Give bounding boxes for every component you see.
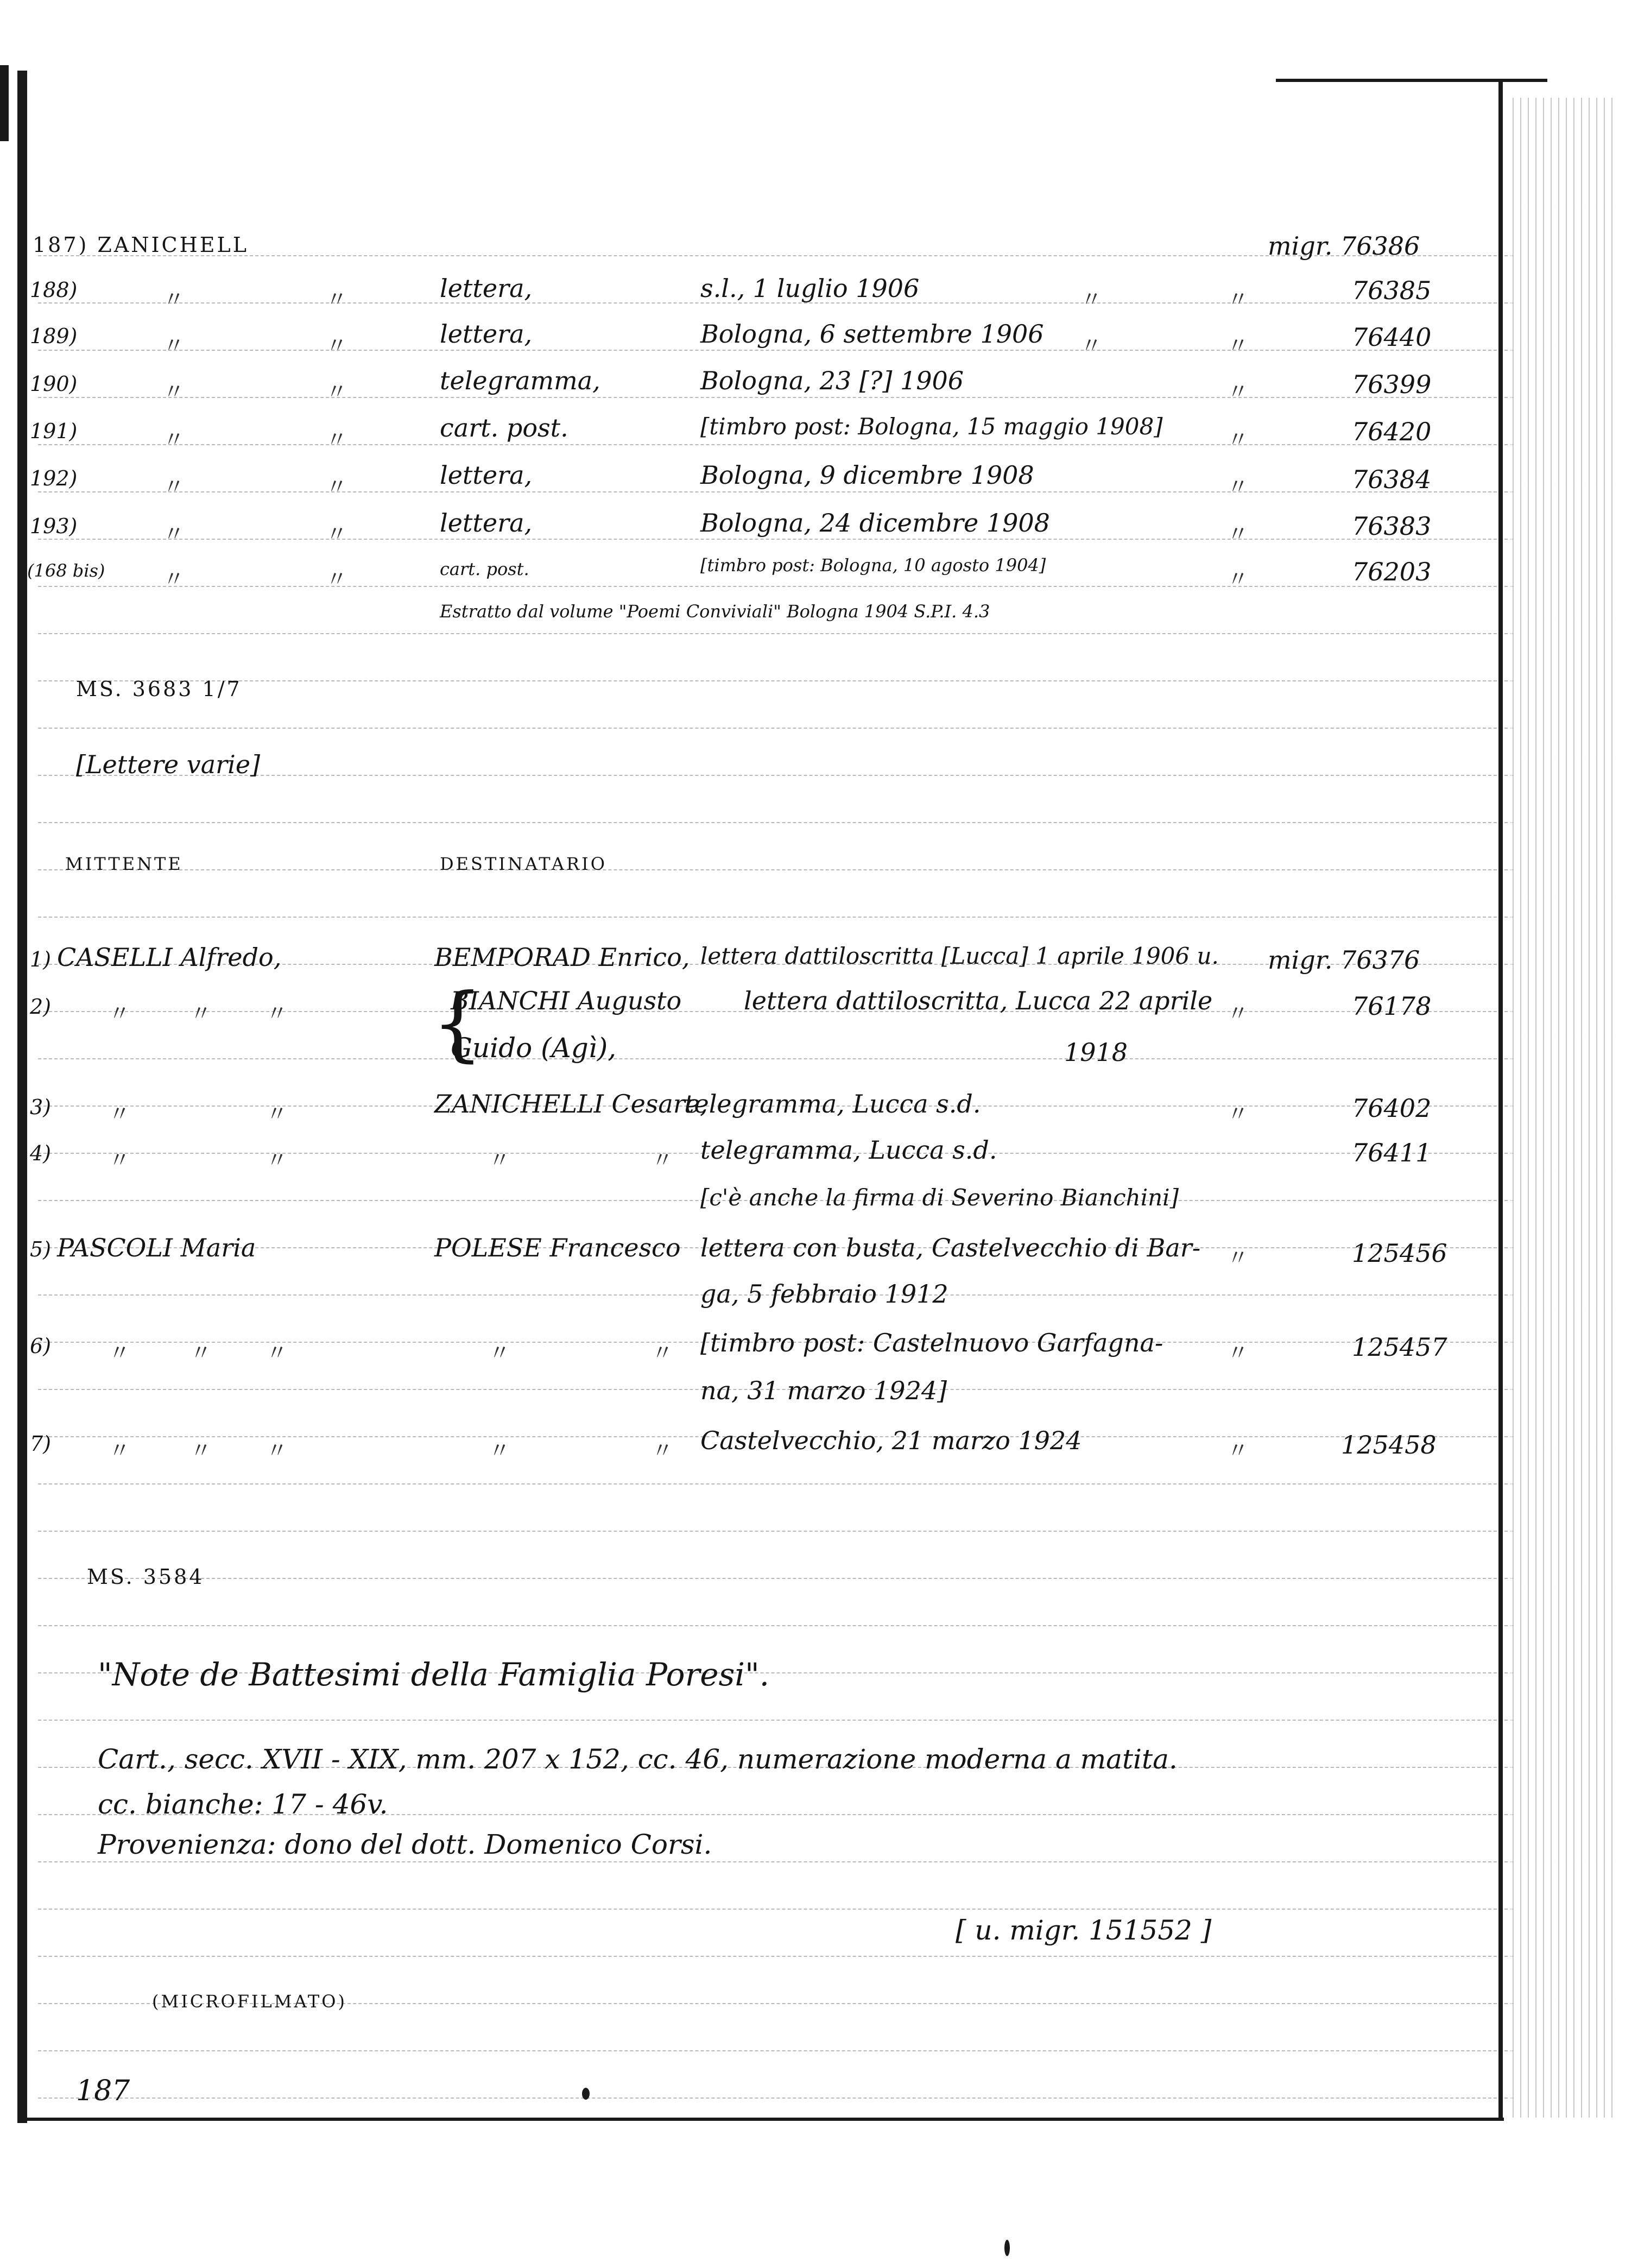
ms-3683-title: MS. 3683 1/7 [76, 677, 242, 701]
column-header-sender: MITTENTE [65, 854, 183, 874]
page-right-edge [1498, 81, 1503, 2118]
entry-date: s.l., 1 luglio 1906 [700, 274, 920, 303]
letter-number: 6) [30, 1334, 52, 1358]
ledger-page: 187) ZANICHELL migr. 76386 188) lettera, s.l., 1 luglio 1906 76385 189) lettera, Bologna, 6 settembre 1906 76440 190) telegramma, Bologna, 23 [?] 1906 76399 191) cart. post. [timbro post: Bologna, 15 maggio 1908] 76420 192) lettera, Bologna, 9 dicembre 1908 76384 193) lettera, Bologna, 24 dicembre 1908 76383 (168 bis) cart. post. [timbro post: Bologna, 10 agosto 1904] 76203 Estratto dal volume "Poemi Conviviali" Bologna 1904 S.P.I. 4.3 〃 〃 〃 〃 〃 〃 〃 〃 〃 〃 〃 〃 〃 〃 〃 〃 〃 〃 〃 〃 〃 〃 〃 MS. 3683 1/7 [Lettere varie] MITTENTE DESTINATARIO 1) CASELLI Alfredo, BEMPORAD Enrico, lettera dattiloscritta [Lucca] 1 aprile 1906 u. migr. 76376 2) BIANCHI Augusto lettera dattiloscritta, Lucca 22 aprile 76178 Guido (Agì), 1918 { 3) ZANICHELLI Cesare, telegramma, Lucca s.d. 76402 4) telegramma, Lucca s.d. 76411 [c'è anche la firma di Severino Bianchini] 5) PASCOLI Maria POLESE Francesco lettera con busta, Castelvecchio di Bar- 125456 ga, 5 febbraio 1912 6) [timbro post: Castelnuovo Garfagna- 125457 na, 31 marzo 1924] 7) Castelvecchio, 21 marzo 1924 125458 〃 〃 〃 〃 〃 〃 〃 〃 〃 〃 〃 〃 〃 〃 〃 〃 〃 〃 〃 〃 〃 〃 〃 〃 MS. 3584 "Note de Battesimi della Famiglia Poresi". Cart., secc. XVII - XIX, mm. 207 x 152, cc. 46, numerazione moderna a matita. cc. bianche: 17 - 46v. Provenienza: dono del dott. Domenico Corsi. [ u. migr. 151552 ] (MICROFILMATO) 187 [0, 0, 1638, 2268]
ink-mark [1004, 2240, 1010, 2256]
entry-number: 192) [30, 466, 78, 490]
ruled-line [38, 1578, 1513, 1579]
letter-description: telegramma, Lucca s.d. [684, 1089, 981, 1119]
letter-number: 5) [30, 1237, 52, 1261]
ruled-line [38, 539, 1513, 540]
letter-note: [c'è anche la firma di Severino Bianchini] [700, 1184, 1179, 1211]
entry-number: 191) [30, 419, 78, 443]
ruled-line [38, 1058, 1513, 1059]
ruled-line [38, 1720, 1513, 1721]
entry-inventory: 76384 [1352, 465, 1432, 494]
entry-number: 188) [30, 278, 78, 302]
letter-inventory: 76411 [1352, 1138, 1432, 1167]
ms-3584-blank-leaves: cc. bianche: 17 - 46v. [98, 1789, 388, 1820]
entry-inventory: 76420 [1352, 417, 1432, 446]
letter-inventory: migr. 76376 [1268, 945, 1420, 975]
ruled-line [38, 350, 1513, 351]
ruled-line [38, 680, 1513, 681]
brace: { [432, 976, 484, 1071]
entry-inventory: 76385 [1352, 276, 1432, 305]
letter-description: ga, 5 febbraio 1912 [700, 1279, 948, 1309]
entry-type: lettera, [440, 508, 533, 538]
letter-inventory: 125458 [1341, 1430, 1437, 1460]
ruled-line [38, 822, 1513, 823]
ruled-line [38, 586, 1513, 587]
letter-number: 7) [30, 1432, 52, 1456]
letter-number: 2) [30, 995, 52, 1019]
ruled-line [38, 728, 1513, 729]
ruled-line [38, 491, 1513, 492]
ruled-line [38, 2098, 1513, 2099]
ms-3584-title: MS. 3584 [87, 1565, 205, 1589]
ruled-line [38, 1861, 1513, 1862]
microfilm-note: (MICROFILMATO) [152, 1991, 347, 2012]
entry-inventory: migr. 76386 [1268, 231, 1420, 261]
page-number: 187 [76, 2075, 130, 2107]
ruled-line [38, 917, 1513, 918]
letter-inventory: 76178 [1352, 991, 1432, 1021]
ruled-line [38, 444, 1513, 445]
letter-description: [timbro post: Castelnuovo Garfagna- [700, 1328, 1163, 1357]
ms-3584-inventory: [ u. migr. 151552 ] [956, 1915, 1212, 1946]
letter-inventory: 125457 [1352, 1332, 1447, 1362]
entry-date: [timbro post: Bologna, 10 agosto 1904] [700, 555, 1046, 576]
ms-3683-subtitle: [Lettere varie] [76, 750, 261, 779]
letter-recipient: POLESE Francesco [434, 1233, 681, 1262]
entry-type: cart. post. [440, 559, 529, 579]
entry-number: 189) [30, 324, 78, 348]
entry-type: lettera, [440, 274, 533, 303]
letter-recipient: BIANCHI Augusto [451, 986, 682, 1015]
letter-recipient: ZANICHELLI Cesare, [434, 1089, 708, 1119]
letter-number: 1) [30, 947, 52, 971]
entry-number: 187) ZANICHELL [33, 233, 249, 257]
ruled-line [38, 1956, 1513, 1957]
book-spine [17, 71, 27, 2123]
letter-description: Castelvecchio, 21 marzo 1924 [700, 1426, 1082, 1455]
ink-dot [582, 2088, 590, 2100]
letter-inventory: 76402 [1352, 1094, 1432, 1123]
page-stack [1509, 98, 1618, 2118]
entry-inventory: 76440 [1352, 323, 1432, 352]
entry-date: Bologna, 9 dicembre 1908 [700, 460, 1034, 490]
ruled-line [38, 1625, 1513, 1626]
ruled-line [38, 1483, 1513, 1484]
ms-3584-heading: "Note de Battesimi della Famiglia Poresi". [98, 1656, 770, 1693]
entry-date: Bologna, 23 [?] 1906 [700, 366, 964, 395]
letter-description: lettera dattiloscritta, Lucca 22 aprile [744, 986, 1213, 1015]
ruled-line [38, 2050, 1513, 2051]
ruled-line [38, 869, 1513, 870]
letter-sender: CASELLI Alfredo, [57, 943, 282, 972]
ms-3584-description: Cart., secc. XVII - XIX, mm. 207 x 152, cc. 46, numerazione moderna a matita. [98, 1743, 1178, 1775]
entry-number: (168 bis) [27, 560, 105, 581]
letter-description: telegramma, Lucca s.d. [700, 1135, 997, 1165]
entry-date: Bologna, 24 dicembre 1908 [700, 508, 1050, 538]
ruled-line [38, 633, 1513, 634]
entry-type: cart. post. [440, 413, 568, 443]
letter-description: na, 31 marzo 1924] [700, 1376, 947, 1405]
letter-recipient: Guido (Agì), [451, 1032, 617, 1064]
extract-note: Estratto dal volume "Poemi Conviviali" Bologna 1904 S.P.I. 4.3 [440, 601, 990, 622]
entry-date: Bologna, 6 settembre 1906 [700, 319, 1044, 349]
entry-inventory: 76383 [1352, 511, 1432, 541]
ruled-line [38, 397, 1513, 398]
ruled-line [38, 1531, 1513, 1532]
letter-recipient: BEMPORAD Enrico, [434, 943, 690, 972]
page-top-edge [1276, 79, 1547, 82]
entry-number: 190) [30, 372, 78, 396]
letter-description: 1918 [1064, 1038, 1128, 1067]
letter-number: 3) [30, 1095, 52, 1119]
letter-inventory: 125456 [1352, 1239, 1447, 1268]
ruled-line [38, 1909, 1513, 1910]
entry-number: 193) [30, 514, 78, 538]
entry-type: lettera, [440, 319, 533, 349]
ms-3584-provenance: Provenienza: dono del dott. Domenico Corsi. [98, 1829, 712, 1860]
letter-number: 4) [30, 1141, 52, 1165]
entry-type: lettera, [440, 460, 533, 490]
entry-inventory: 76399 [1352, 370, 1432, 399]
page-bottom-edge [22, 2118, 1504, 2121]
entry-type: telegramma, [440, 366, 600, 395]
letter-description: lettera dattiloscritta [Lucca] 1 aprile 1906 u. [700, 943, 1219, 969]
letter-sender: PASCOLI Maria [57, 1233, 256, 1262]
column-header-recipient: DESTINATARIO [440, 854, 607, 874]
entry-inventory: 76203 [1352, 557, 1432, 586]
letter-description: lettera con busta, Castelvecchio di Bar- [700, 1233, 1201, 1262]
entry-date: [timbro post: Bologna, 15 maggio 1908] [700, 413, 1163, 440]
book-edge-left [0, 65, 9, 141]
